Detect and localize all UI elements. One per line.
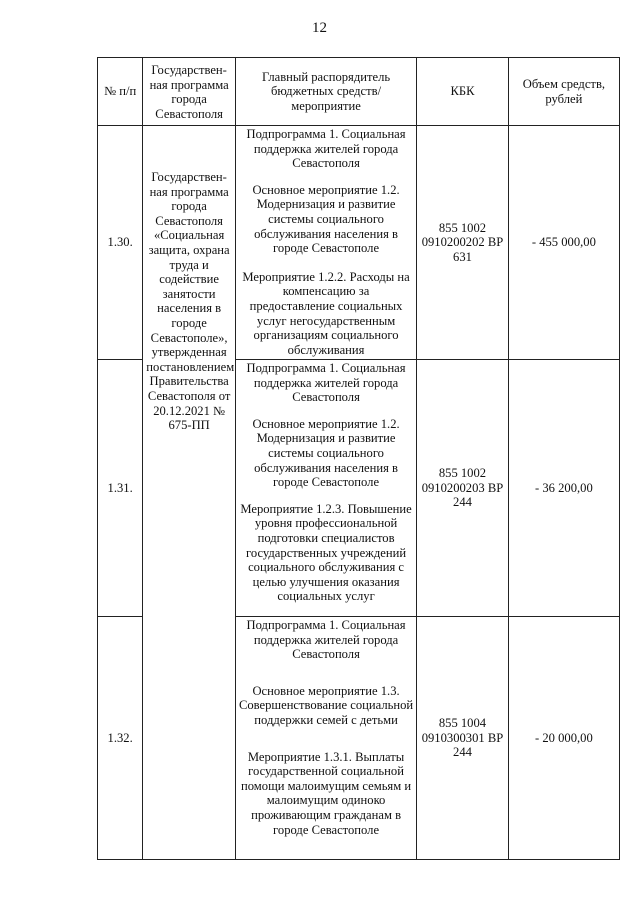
event-text: Мероприятие 1.2.2. Расходы на компенсацию за предоставление социальных услуг негосударственным организациям социального обслуживания [242,269,410,357]
subprogram-text: Подпрограмма 1. Социальная поддержка жителей города Севастополя [246,127,406,171]
row-num: 1.32. [98,617,143,860]
event-text: Мероприятие 1.3.1. Выплаты государственной социальной помощи малоимущим семьям и малоимущим одиноко проживающим гражданам в городе Севастополе [241,749,412,837]
subprogram-text: Подпрограмма 1. Социальная поддержка жителей города Севастополя [246,618,406,662]
header-sum: Объем средств, рублей [508,58,619,126]
kbk-cell: 855 1004 0910300301 ВР 244 [417,617,509,860]
subprogram-text: Подпрограмма 1. Социальная поддержка жителей города Севастополя [246,361,406,405]
table-row [98,126,620,360]
sum-cell: - 20 000,00 [508,617,619,860]
kbk-cell: 855 1002 0910200202 ВР 631 [417,126,509,360]
sum-cell: - 455 000,00 [508,126,619,360]
header-program: Государствен-ная программа города Севастополя [143,58,236,126]
header-kbk: КБК [417,58,509,126]
main-event-text: Основное мероприятие 1.2. Модернизация и развитие системы социального обслуживания населения в городе Севастополе [252,182,400,256]
header-num: № п/п [98,58,143,126]
main-cell [235,360,416,617]
page-number: 12 [312,20,327,36]
table-header-row [98,58,620,126]
row-num: 1.31. [98,360,143,617]
sum-cell: - 36 200,00 [508,360,619,617]
event-text: Мероприятие 1.2.3. Повышение уровня профессиональной подготовки специалистов государственных учреждений социального обслуживания с целью улучшения оказания социальных услуг [240,501,412,604]
budget-table [97,57,620,860]
main-cell [235,126,416,360]
program-cell: Государствен-ная программа города Севастополя «Социальная защита, охрана труда и содействие занятости населения в городе Севастополе», утвержденная постановлением Правительства Севастополя от 20.12.2021 № 675-ПП [143,126,236,860]
main-event-text: Основное мероприятие 1.3. Совершенствование социальной поддержки семей с детьми [238,683,414,727]
main-event-text: Основное мероприятие 1.2. Модернизация и развитие системы социального обслуживания населения в городе Севастополе [252,416,400,490]
row-num: 1.30. [98,126,143,360]
main-cell [235,617,416,860]
kbk-cell: 855 1002 0910200203 ВР 244 [417,360,509,617]
header-main: Главный распорядитель бюджетных средств/мероприятие [235,58,416,126]
